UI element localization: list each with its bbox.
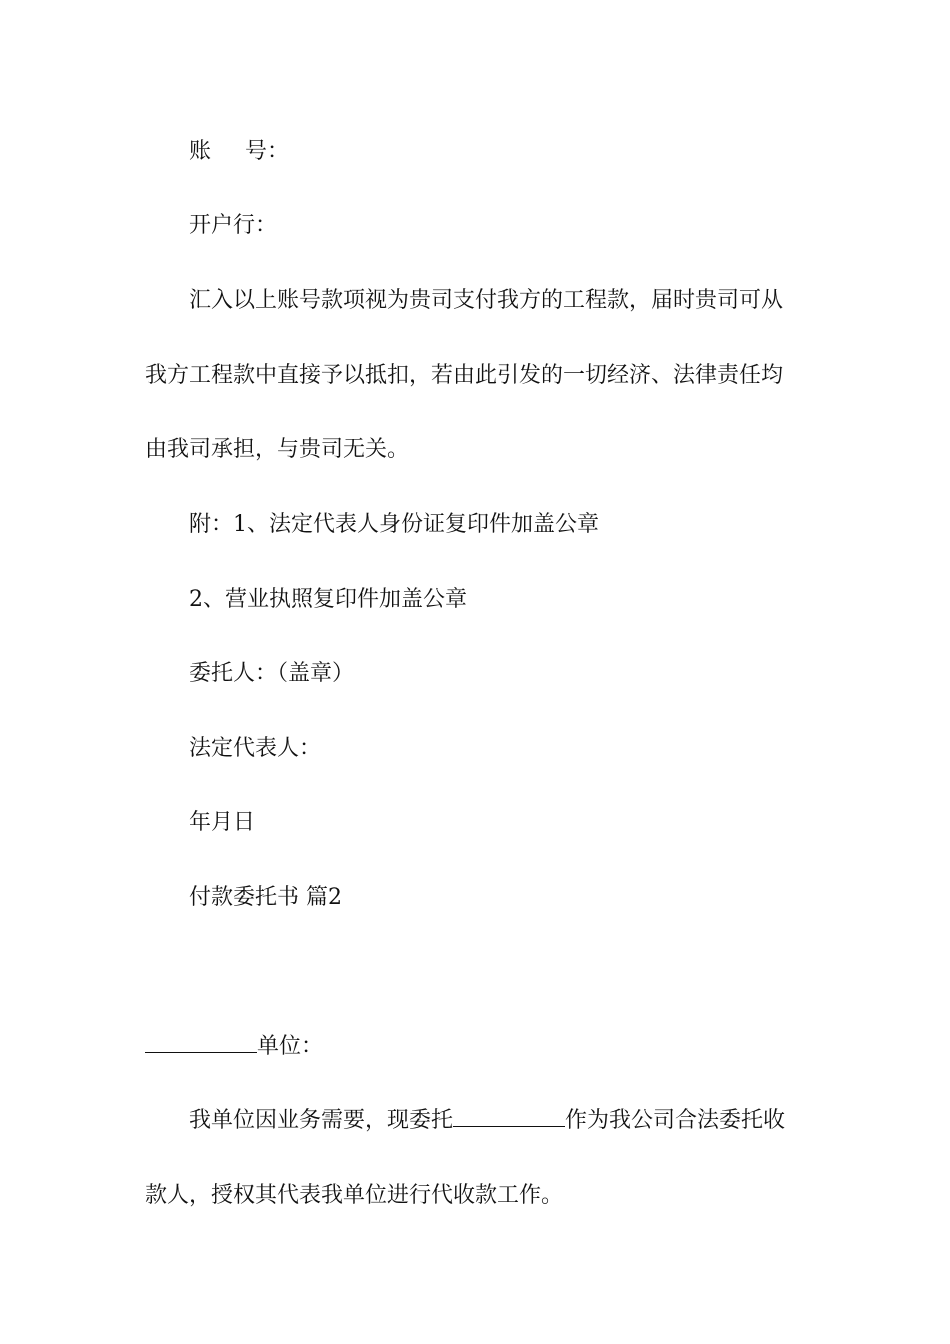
attachment-2: 2、营业执照复印件加盖公章	[189, 587, 467, 612]
attachment-1: 附：1、法定代表人身份证复印件加盖公章	[189, 512, 599, 537]
bank-line: 开户行：	[189, 213, 278, 238]
para2-line2: 款人，授权其代表我单位进行代收款工作。	[145, 1183, 564, 1208]
unit-blank	[145, 1030, 257, 1053]
para1-line2: 我方工程款中直接予以抵扣，若由此引发的一切经济、法律责任均	[145, 363, 784, 388]
account-label-b: 号：	[245, 139, 290, 164]
para2-line1-a: 我单位因业务需要，现委托	[189, 1108, 454, 1133]
legal-rep-line: 法定代表人：	[189, 736, 322, 761]
para2-line1	[189, 1101, 810, 1141]
section-title: 付款委托书 篇2	[189, 885, 342, 910]
para1-line1: 汇入以上账号款项视为贵司支付我方的工程款，届时贵司可从	[189, 288, 784, 313]
unit-suffix: 单位：	[257, 1034, 324, 1059]
agent-blank	[453, 1104, 565, 1127]
date-line: 年月日	[189, 810, 256, 835]
account-line	[189, 132, 810, 172]
para1-line3: 由我司承担，与贵司无关。	[145, 437, 410, 462]
unit-line	[145, 1027, 810, 1067]
principal-line: 委托人：（盖章）	[189, 661, 355, 686]
account-label-a: 账	[189, 139, 212, 164]
para2-line1-b: 作为我公司合法委托收	[565, 1108, 786, 1133]
